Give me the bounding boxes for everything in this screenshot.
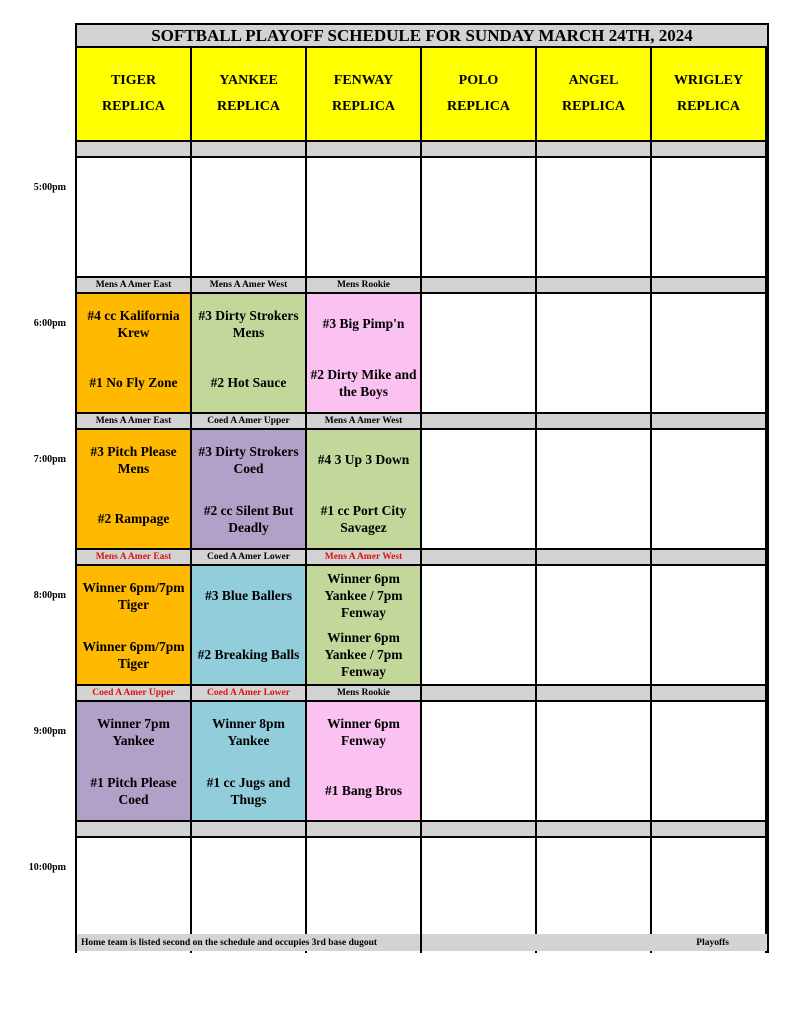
division-label: Coed A Amer Lower [192, 550, 305, 564]
schedule-grid [75, 23, 769, 953]
empty-slot[interactable] [422, 566, 535, 684]
field-subtitle: REPLICA [101, 99, 165, 114]
division-label [652, 686, 765, 700]
division-label [422, 686, 535, 700]
field-header-tiger [77, 48, 190, 140]
division-label [422, 278, 535, 292]
away-team: #3 Pitch Please Mens [90, 443, 177, 476]
field-header-yankee [192, 48, 305, 140]
division-label [652, 550, 765, 564]
field-header-polo [422, 48, 535, 140]
away-team: Winner 6pm/7pm Tiger [82, 579, 185, 612]
home-team: #1 cc Port City Savagez [320, 502, 407, 535]
division-label [652, 414, 765, 428]
empty-slot[interactable] [652, 158, 765, 276]
time-label: 9:00pm [33, 726, 66, 737]
time-label: 5:00pm [33, 182, 66, 193]
home-team: #2 Hot Sauce [210, 375, 287, 390]
division-label [652, 278, 765, 292]
division-label [537, 278, 650, 292]
empty-slot[interactable] [77, 158, 190, 276]
home-team: #1 No Fly Zone [89, 375, 178, 390]
field-subtitle: REPLICA [561, 99, 625, 114]
home-team: #1 Pitch Please Coed [90, 774, 177, 807]
game-cell[interactable] [307, 702, 420, 820]
field-name: TIGER [110, 73, 157, 88]
division-label: Coed A Amer Upper [192, 414, 305, 428]
footer-playoffs-label: Playoffs [422, 934, 767, 951]
away-team: #3 Dirty Strokers Mens [198, 307, 299, 340]
home-team: #2 Breaking Balls [197, 647, 300, 662]
division-label: Mens A Amer West [192, 278, 305, 292]
empty-slot[interactable] [537, 158, 650, 276]
away-team: Winner 8pm Yankee [212, 715, 285, 748]
away-team: #3 Dirty Strokers Coed [198, 443, 299, 476]
division-label [77, 822, 190, 836]
division-label: Mens A Amer East [77, 278, 190, 292]
empty-slot[interactable] [652, 702, 765, 820]
game-cell[interactable] [307, 430, 420, 548]
division-label [422, 142, 535, 156]
home-team: #2 cc Silent But Deadly [203, 502, 294, 535]
empty-slot[interactable] [307, 158, 420, 276]
schedule-title: SOFTBALL PLAYOFF SCHEDULE FOR SUNDAY MARCH 24TH, 2024 [77, 25, 767, 46]
division-label: Mens A Amer East [77, 414, 190, 428]
field-name: YANKEE [219, 73, 278, 88]
empty-slot[interactable] [652, 294, 765, 412]
empty-slot[interactable] [537, 702, 650, 820]
empty-slot[interactable] [537, 430, 650, 548]
division-label [537, 414, 650, 428]
field-subtitle: REPLICA [676, 99, 740, 114]
empty-slot[interactable] [192, 158, 305, 276]
away-team: Winner 6pm Fenway [327, 715, 400, 748]
division-label [652, 822, 765, 836]
division-label: Mens A Amer East [77, 550, 190, 564]
game-cell[interactable] [77, 430, 190, 548]
away-team: Winner 7pm Yankee [97, 715, 170, 748]
home-team: #2 Rampage [97, 511, 170, 526]
away-team: Winner 6pm Yankee / 7pm Fenway [324, 571, 403, 620]
game-cell[interactable] [77, 702, 190, 820]
home-team: #1 Bang Bros [324, 783, 403, 798]
empty-slot[interactable] [652, 430, 765, 548]
division-label [422, 550, 535, 564]
game-cell[interactable] [192, 294, 305, 412]
division-label: Mens A Amer West [307, 414, 420, 428]
field-header-angel [537, 48, 650, 140]
division-label [307, 822, 420, 836]
empty-slot[interactable] [422, 430, 535, 548]
empty-slot[interactable] [422, 702, 535, 820]
field-name: ANGEL [568, 73, 619, 88]
game-cell[interactable] [192, 430, 305, 548]
game-cell[interactable] [192, 702, 305, 820]
field-header-fenway [307, 48, 420, 140]
field-name: POLO [458, 73, 499, 88]
empty-slot[interactable] [537, 566, 650, 684]
division-label [652, 142, 765, 156]
division-label: Mens A Amer West [307, 550, 420, 564]
away-team: #4 cc Kalifornia Krew [87, 307, 180, 340]
away-team: #3 Big Pimp'n [322, 316, 405, 331]
division-label [537, 686, 650, 700]
empty-slot[interactable] [652, 566, 765, 684]
field-subtitle: REPLICA [216, 99, 280, 114]
division-label [307, 142, 420, 156]
division-label [537, 142, 650, 156]
field-subtitle: REPLICA [331, 99, 395, 114]
division-label [192, 142, 305, 156]
field-header-wrigley [652, 48, 765, 140]
division-label [422, 414, 535, 428]
game-cell[interactable] [307, 566, 420, 684]
home-team: Winner 6pm/7pm Tiger [82, 638, 185, 671]
division-label [422, 822, 535, 836]
field-name: WRIGLEY [673, 73, 744, 88]
game-cell[interactable] [77, 566, 190, 684]
away-team: #4 3 Up 3 Down [317, 452, 410, 467]
game-cell[interactable] [77, 294, 190, 412]
division-label [537, 550, 650, 564]
division-label: Mens Rookie [307, 686, 420, 700]
game-cell[interactable] [192, 566, 305, 684]
division-label: Mens Rookie [307, 278, 420, 292]
division-label [537, 822, 650, 836]
home-team: #1 cc Jugs and Thugs [206, 774, 291, 807]
division-label [192, 822, 305, 836]
away-team: #3 Blue Ballers [205, 588, 292, 603]
division-label [77, 142, 190, 156]
game-cell[interactable] [307, 294, 420, 412]
empty-slot[interactable] [422, 158, 535, 276]
time-label: 8:00pm [33, 590, 66, 601]
home-team: #2 Dirty Mike and the Boys [310, 366, 417, 399]
field-name: FENWAY [333, 73, 394, 88]
time-label: 7:00pm [33, 454, 66, 465]
empty-slot[interactable] [422, 294, 535, 412]
empty-slot[interactable] [537, 294, 650, 412]
time-label: 10:00pm [28, 862, 66, 873]
home-team: Winner 6pm Yankee / 7pm Fenway [324, 630, 403, 679]
time-label: 6:00pm [33, 318, 66, 329]
footer-note: Home team is listed second on the schedule and occupies 3rd base dugout [77, 934, 420, 951]
field-subtitle: REPLICA [446, 99, 510, 114]
division-label: Coed A Amer Lower [192, 686, 305, 700]
division-label: Coed A Amer Upper [77, 686, 190, 700]
